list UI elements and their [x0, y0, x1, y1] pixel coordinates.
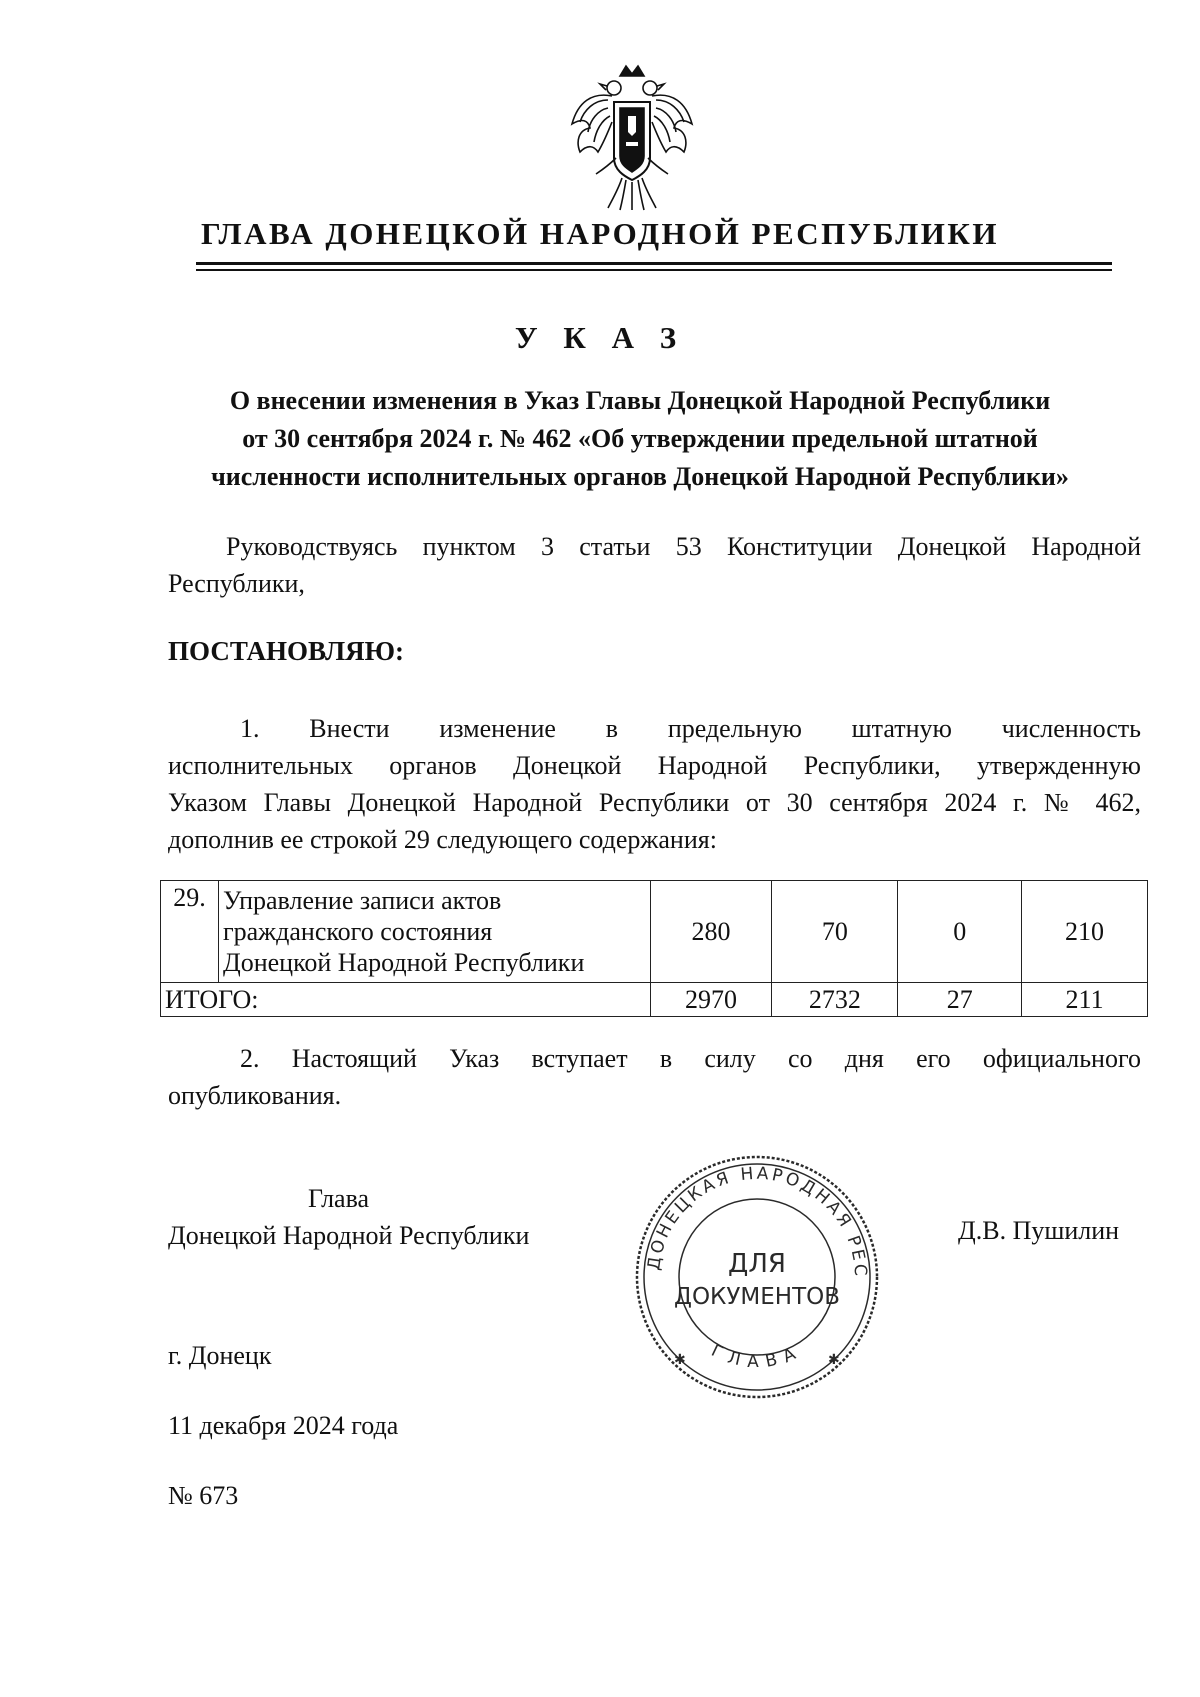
item-1-paragraph [168, 710, 1141, 858]
item-2-line: опубликования. [168, 1081, 342, 1110]
item-1-line: Указом Главы Донецкой Народной Республики от 30 сентября 2024 г. № 462, [168, 788, 1141, 817]
table-row [161, 881, 1148, 983]
row-value: 210 [1022, 881, 1148, 983]
subject-line: О внесении изменения в Указ Главы Донецкой Народной Республики [229, 386, 1051, 415]
preamble-paragraph [168, 528, 1141, 602]
staff-table [160, 880, 1148, 1017]
issue-place: г. Донецк [168, 1341, 272, 1370]
total-value: 2732 [772, 983, 898, 1017]
row-value: 0 [898, 881, 1022, 983]
table-total-row [161, 983, 1148, 1017]
org-name-line: Управление записи актов [222, 886, 502, 915]
item-1-line: исполнительных органов Донецкой Народной Республики, утвержденную [168, 751, 1141, 780]
issue-date: 11 декабря 2024 года [168, 1411, 399, 1440]
row-value: 70 [772, 881, 898, 983]
signatory-name: Д.В. Пушилин [958, 1216, 1120, 1245]
row-number: 29. [161, 881, 219, 983]
document-number: № 673 [168, 1481, 239, 1510]
decree-word: ПОСТАНОВЛЯЮ: [168, 636, 404, 666]
org-name-line: гражданского состояния [222, 917, 493, 946]
document-type: У К А З [514, 320, 686, 355]
svg-text:✱: ✱ [828, 1352, 840, 1368]
signatory-position-line: Глава [308, 1184, 370, 1213]
svg-text:✱: ✱ [674, 1352, 686, 1368]
subject-line: от 30 сентября 2024 г. № 462 «Об утверждении предельной штатной [242, 424, 1038, 453]
document-subject [160, 382, 1120, 496]
item-2-paragraph [168, 1040, 1141, 1114]
stamp-center-line: ДЛЯ [728, 1249, 786, 1279]
row-value: 280 [650, 881, 772, 983]
signatory-position-line: Донецкой Народной Республики [168, 1221, 530, 1250]
total-value: 27 [898, 983, 1022, 1017]
row-organization-name [218, 881, 650, 983]
preamble-line: Руководствуясь пунктом 3 статьи 53 Конституции Донецкой Народной [226, 532, 1141, 561]
subject-line: численности исполнительных органов Донецкой Народной Республики» [211, 462, 1069, 491]
item-1-line: 1. Внести изменение в предельную штатную численность [240, 714, 1141, 743]
item-1-line: дополнив ее строкой 29 следующего содержания: [168, 825, 717, 854]
stamp-bottom-text: ГЛАВА [707, 1340, 807, 1373]
dpr-eagle-coat-of-arms-icon [568, 62, 696, 212]
preamble-line: Республики, [168, 569, 305, 598]
header-double-rule [196, 262, 1112, 276]
issuer-title: ГЛАВА ДОНЕЦКОЙ НАРОДНОЙ РЕСПУБЛИКИ [200, 216, 1000, 251]
item-2-line: 2. Настоящий Указ вступает в силу со дня его официального [240, 1044, 1141, 1073]
official-stamp [632, 1152, 882, 1402]
stamp-center-line: ДОКУМЕНТОВ [673, 1284, 841, 1310]
stamp-ring-text: ДОНЕЦКАЯ НАРОДНАЯ РЕС [644, 1163, 871, 1280]
total-value: 211 [1022, 983, 1148, 1017]
org-name-line: Донецкой Народной Республики [222, 948, 585, 977]
signatory-position [168, 1180, 529, 1254]
total-value: 2970 [650, 983, 772, 1017]
total-label: ИТОГО: [161, 983, 651, 1017]
